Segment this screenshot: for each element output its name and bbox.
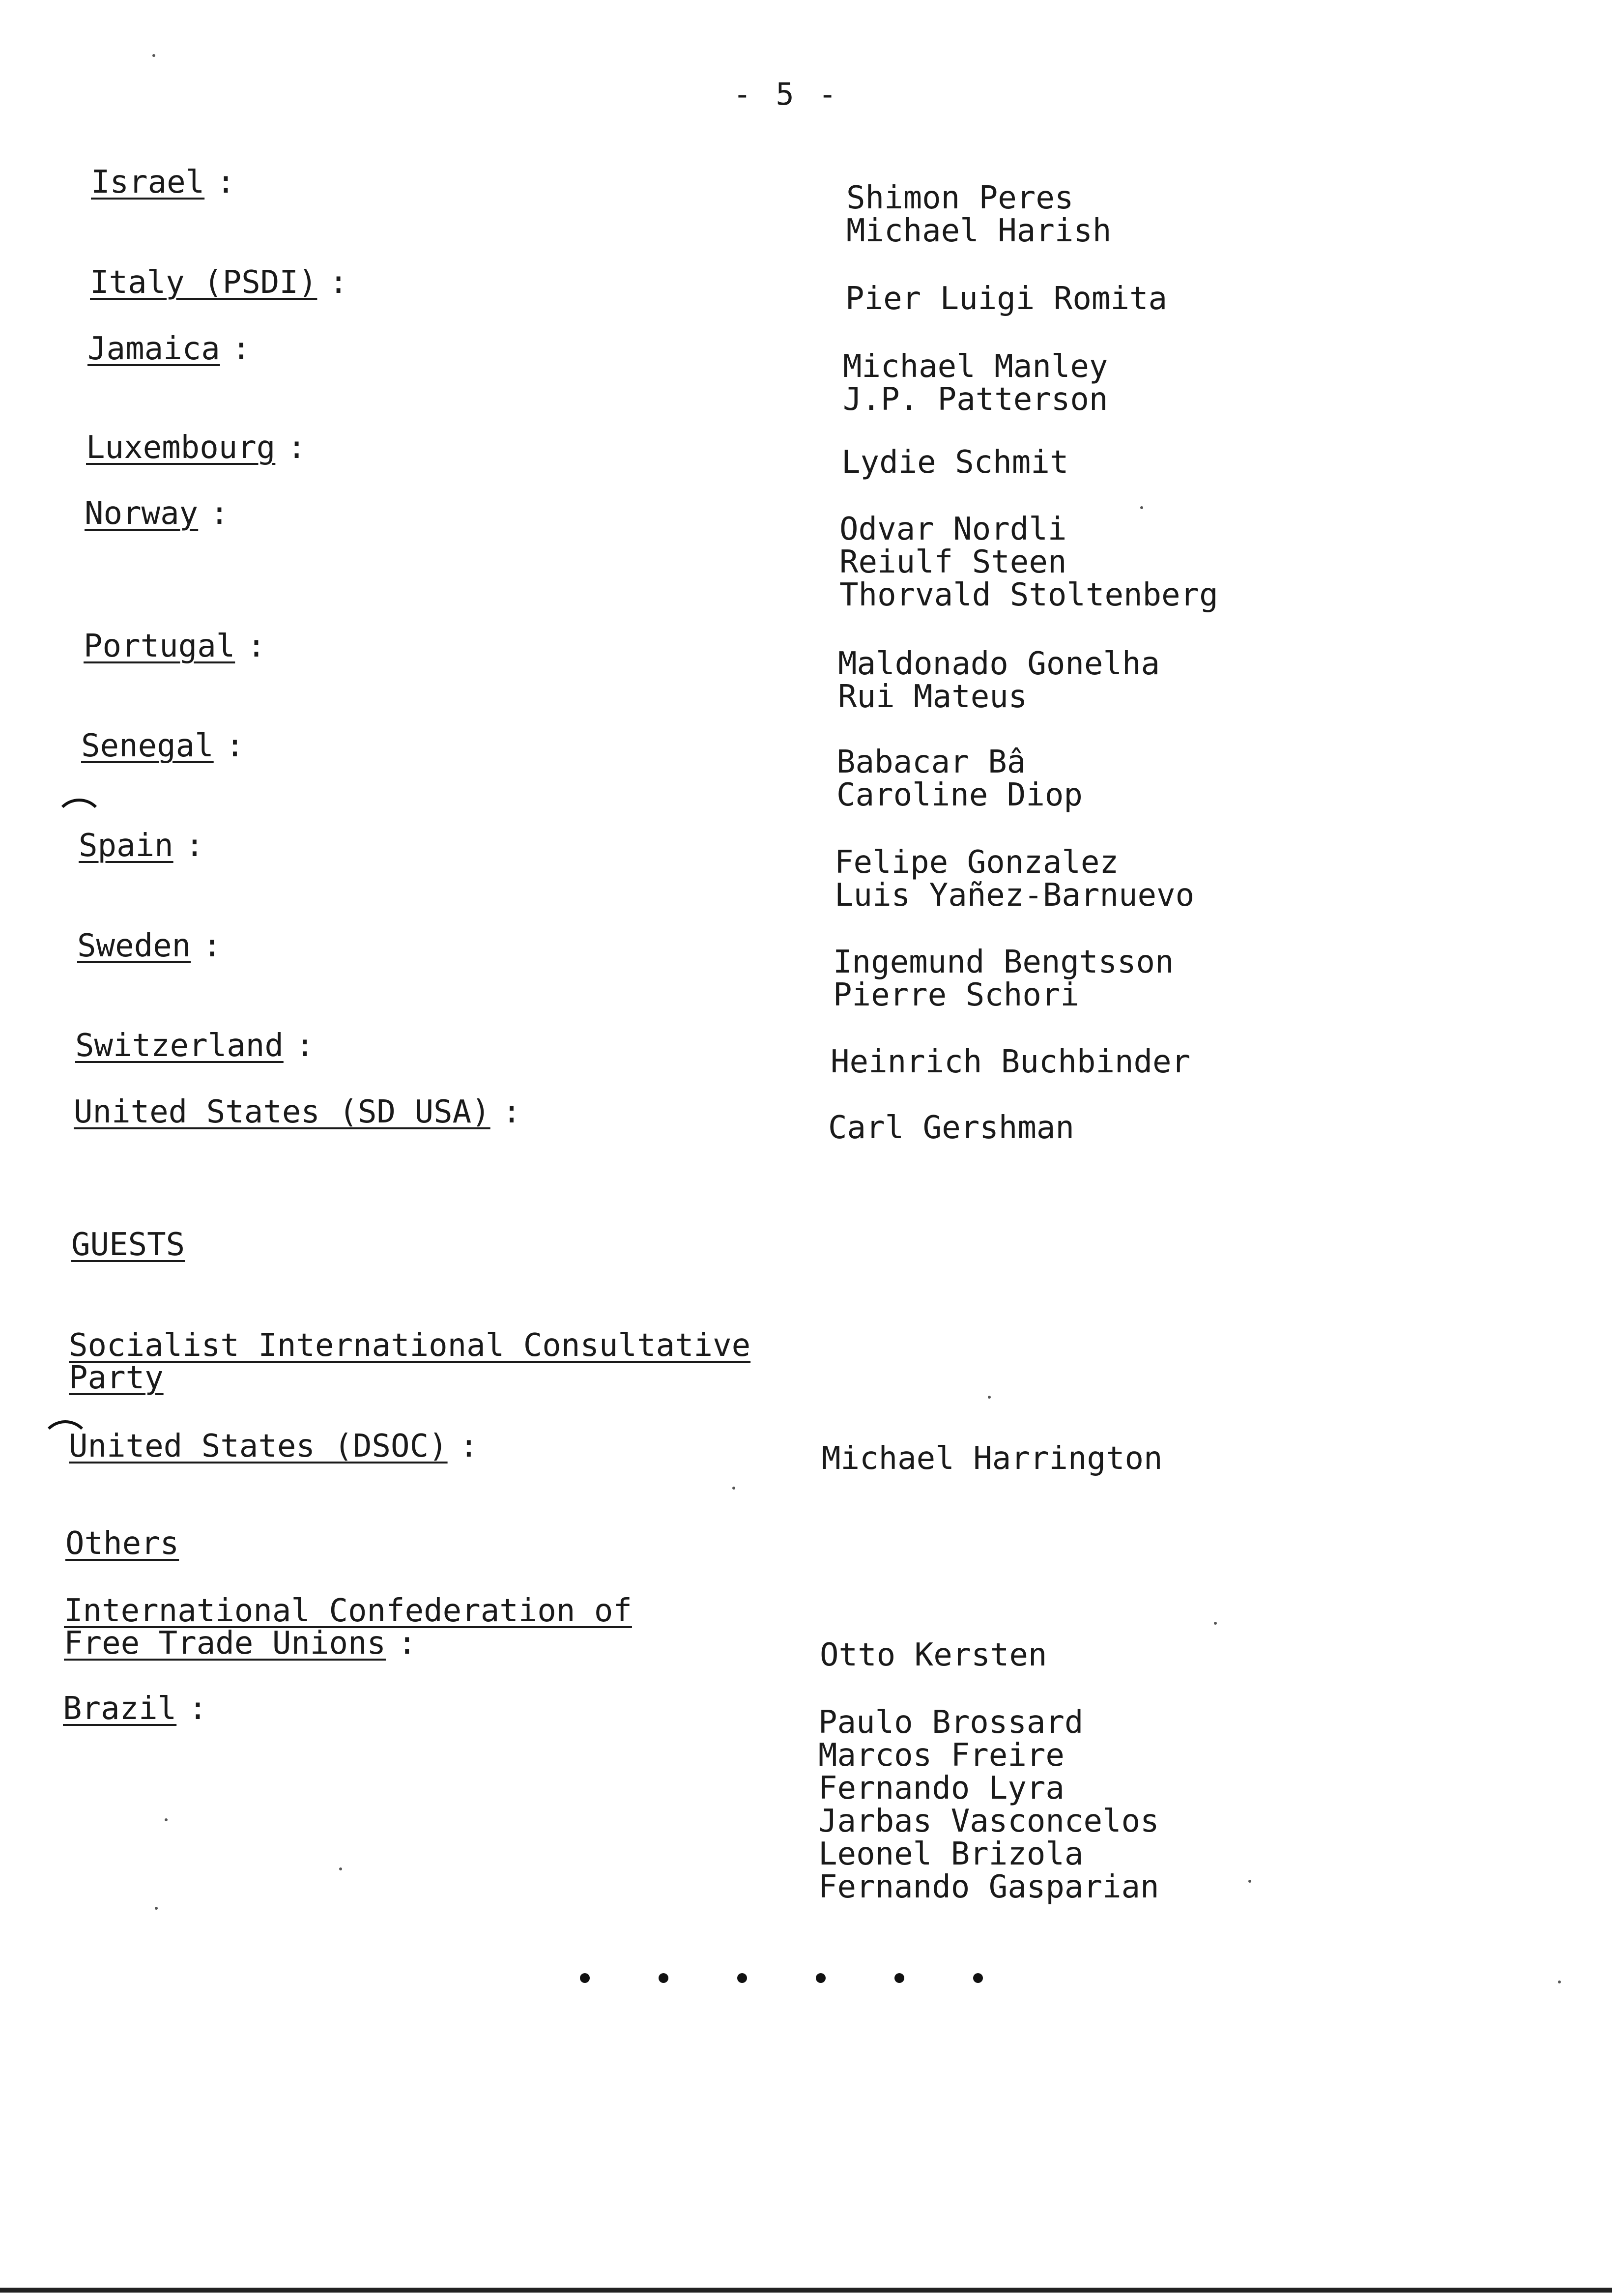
consultative-heading-line: Socialist International Consultative (69, 1327, 751, 1364)
scan-speck (339, 1867, 342, 1870)
ornament-dot (659, 1973, 668, 1983)
delegate-name: Paulo Brossard (818, 1704, 1084, 1741)
country-label (77, 930, 222, 962)
delegate-name: Heinrich Buchbinder (831, 1044, 1191, 1080)
country-name: United States (SD USA) (74, 1094, 490, 1130)
country-label (85, 497, 229, 530)
country-label (63, 1693, 207, 1725)
delegate-list (822, 1442, 1163, 1475)
scan-speck (732, 1487, 735, 1490)
country-label (84, 630, 266, 662)
country-name: Senegal (81, 728, 214, 764)
delegate-name: Lydie Schmit (841, 444, 1069, 481)
country-name: Norway (85, 495, 199, 532)
delegate-name: Michael Harrington (822, 1440, 1163, 1477)
scan-speck (165, 1818, 168, 1821)
colon: : (210, 495, 229, 532)
country-label (75, 1030, 314, 1062)
delegate-name: Fernando Lyra (818, 1770, 1065, 1807)
delegate-name: Carl Gershman (828, 1110, 1074, 1146)
delegate-name: Jarbas Vasconcelos (818, 1803, 1159, 1839)
consultative-heading-line: Party (69, 1360, 164, 1396)
colon: : (247, 628, 266, 664)
guests-heading: GUESTS (71, 1227, 185, 1263)
delegate-name: Fernando Gasparian (818, 1869, 1159, 1905)
delegate-name: Rui Mateus (838, 679, 1028, 715)
delegate-list (841, 446, 1068, 479)
colon: : (502, 1094, 521, 1130)
scan-speck (1214, 1622, 1217, 1625)
country-name: Switzerland (75, 1028, 284, 1064)
country-name: Jamaica (87, 331, 220, 367)
colon: : (188, 1691, 207, 1727)
delegate-list (820, 1639, 1047, 1672)
colon: : (295, 1028, 315, 1064)
country-name: Sweden (77, 928, 191, 964)
country-name: United States (DSOC) (69, 1428, 448, 1464)
delegate-name: Leonel Brizola (818, 1836, 1084, 1872)
others-heading: Others (65, 1525, 179, 1562)
delegate-name: Thorvald Stoltenberg (839, 577, 1218, 613)
colon: : (398, 1625, 417, 1662)
delegate-name: Reiulf Steen (839, 544, 1067, 580)
country-label (90, 266, 348, 299)
delegate-name: Babacar Bâ (836, 744, 1026, 780)
end-ornament (570, 1973, 1012, 1993)
country-name: Portugal (84, 628, 235, 664)
scan-speck (988, 1396, 991, 1399)
ornament-dot (580, 1973, 590, 1983)
colon: : (459, 1428, 479, 1464)
delegate-name: Michael Harish (846, 213, 1112, 249)
colon: : (329, 264, 348, 301)
colon: : (185, 828, 204, 864)
country-name: Luxembourg (86, 430, 276, 466)
country-label (74, 1096, 521, 1128)
scan-speck (1558, 1980, 1561, 1983)
country-label (81, 730, 244, 762)
country-name-line: International Confederation of (64, 1593, 632, 1629)
delegate-name: Caroline Diop (836, 777, 1083, 813)
ornament-dot (737, 1973, 747, 1983)
delegate-list (828, 1112, 1074, 1145)
delegate-list (839, 513, 1218, 612)
country-label (87, 333, 251, 365)
country-label (86, 431, 306, 464)
delegate-list (836, 746, 1083, 812)
delegate-list (831, 1046, 1190, 1079)
bottom-scan-edge (0, 2288, 1612, 2293)
ornament-dot (816, 1973, 826, 1983)
delegate-list (835, 846, 1194, 912)
delegate-name: Maldonado Gonelha (838, 646, 1160, 682)
delegate-name: Shimon Peres (846, 180, 1074, 216)
delegate-list (846, 182, 1111, 248)
colon: : (287, 430, 306, 466)
country-label (79, 830, 204, 862)
delegate-name: Ingemund Bengtsson (833, 944, 1174, 980)
colon: : (216, 164, 235, 201)
delegate-name: Otto Kersten (820, 1637, 1047, 1673)
delegate-name: Marcos Freire (818, 1737, 1065, 1774)
delegate-list (818, 1706, 1159, 1904)
colon: : (231, 331, 251, 367)
delegate-name: Odvar Nordli (839, 511, 1067, 547)
country-name: Brazil (63, 1691, 177, 1727)
delegate-list (838, 648, 1160, 714)
delegate-name: Pierre Schori (833, 977, 1079, 1013)
consultative-heading (69, 1329, 750, 1394)
country-name: Italy (PSDI) (90, 264, 317, 301)
delegate-name: Pier Luigi Romita (845, 281, 1168, 317)
delegate-list (843, 350, 1108, 416)
scan-speck (1248, 1880, 1251, 1883)
ornament-dot (973, 1973, 983, 1983)
country-name: Israel (91, 164, 205, 201)
colon: : (225, 728, 245, 764)
country-label (91, 166, 235, 199)
page-number: - 5 - (733, 76, 840, 112)
delegate-list (845, 283, 1167, 316)
delegate-name: J.P. Patterson (843, 381, 1108, 418)
delegate-name: Felipe Gonzalez (835, 844, 1119, 881)
delegate-name: Michael Manley (843, 348, 1108, 385)
country-label (69, 1430, 478, 1463)
colon: : (202, 928, 222, 964)
country-name: Spain (79, 828, 173, 864)
country-name-line: Free Trade Unions (64, 1625, 386, 1662)
scan-speck (152, 54, 155, 57)
ornament-dot (894, 1973, 904, 1983)
scan-speck (155, 1907, 158, 1910)
scan-speck (1140, 506, 1143, 509)
delegate-list (833, 946, 1174, 1012)
country-label (64, 1595, 632, 1660)
delegate-name: Luis Yañez-Barnuevo (835, 877, 1195, 914)
